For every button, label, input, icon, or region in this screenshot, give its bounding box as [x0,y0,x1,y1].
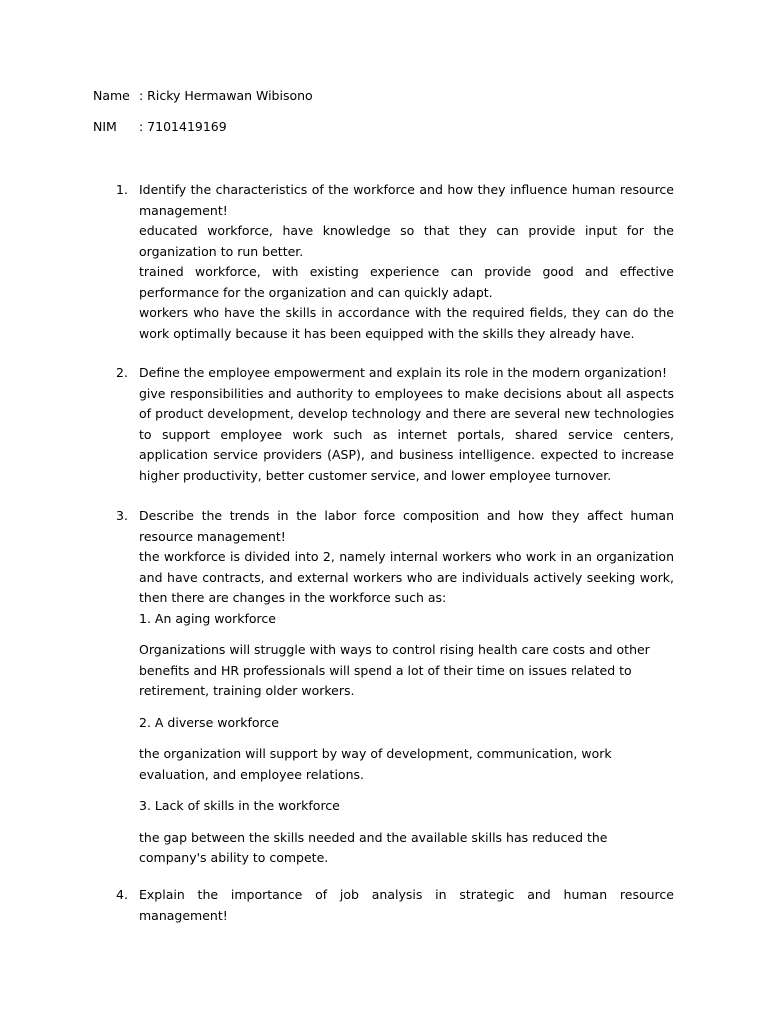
nim-value: : 7101419169 [139,119,227,134]
name-label: Name [93,88,130,103]
question-4 [116,885,674,926]
question-number: 2. [116,365,128,380]
answer-intro: the workforce is divided into 2, namely internal workers who work in an organization and have contracts, and external workers who are individuals actively seeking work, then there are changes in the workforce such as: [139,549,674,605]
trend-text: the organization will support by way of development, communication, work evaluation, and employee relations. [139,746,612,782]
trend-title: 2. A diverse workforce [139,714,279,730]
question-number: 4. [116,887,128,902]
answer-paragraph: give responsibilities and authority to employees to make decisions about all aspects of product development, develop technology and there are several new technologies to support employee work such as internet portals, shared service centers, application service providers (ASP), and business intelligence. expected to increase higher productivity, better customer service, and lower employee turnover. [139,385,674,483]
question-1 [116,180,674,344]
name-value: : Ricky Hermawan Wibisono [139,88,313,103]
nim-label: NIM [93,119,117,134]
trend-text: the gap between the skills needed and the available skills has reduced the company's ability to compete. [139,829,608,865]
question-3 [116,506,674,869]
answer-paragraph: workers who have the skills in accordance with the required fields, they can do the work optimally because it has been equipped with the skills they already have. [139,305,674,341]
answer-paragraph: trained workforce, with existing experience can provide good and effective performance for the organization and can quickly adapt. [139,264,674,300]
name-field [93,88,313,104]
question-number: 3. [116,508,128,523]
question-2 [116,363,674,486]
trend-title: 3. Lack of skills in the workforce [139,798,340,813]
question-text: Define the employee empowerment and explain its role in the modern organization! [139,365,668,380]
trend-text: Organizations will struggle with ways to control rising health care costs and other benefits and HR professionals will spend a lot of their time on issues related to retirement, training older workers. [139,642,650,698]
question-number: 1. [116,182,128,197]
question-text: Identify the characteristics of the workforce and how they influence human resource management! [139,182,674,218]
answer-paragraph: educated workforce, have knowledge so that they can provide input for the organization to run better. [139,223,674,259]
trend-title: 1. An aging workforce [139,610,276,626]
question-text: Describe the trends in the labor force composition and how they affect human resource management! [139,508,674,544]
nim-field [93,119,227,135]
question-text: Explain the importance of job analysis in strategic and human resource management! [139,887,674,923]
